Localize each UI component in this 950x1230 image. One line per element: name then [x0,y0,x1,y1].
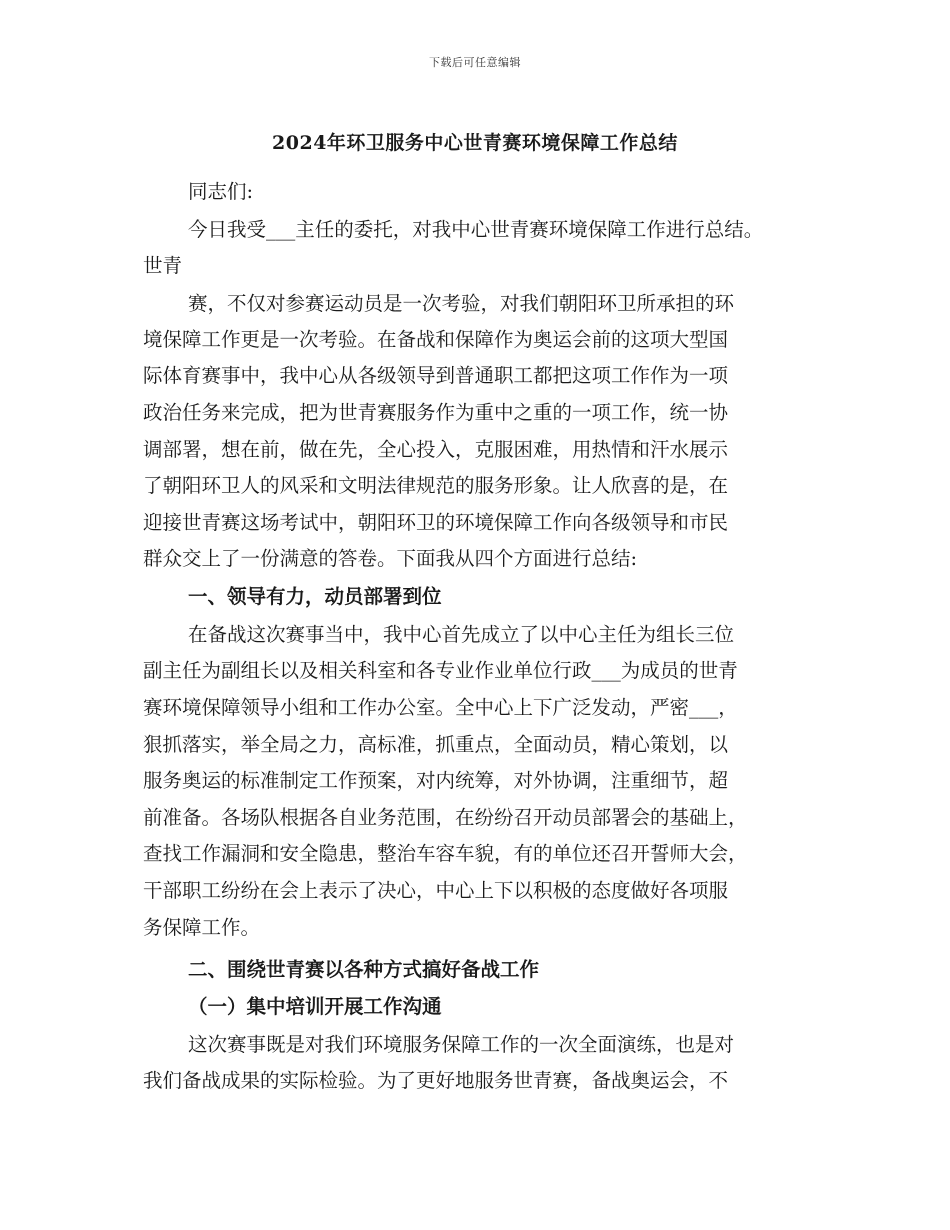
section-heading: 一、领导有力，动员部署到位 [188,585,442,608]
subsection-heading: （一）集中培训开展工作沟通 [188,995,442,1018]
paragraph-line: 服务奥运的标准制定工作预案，对内统筹，对外协调，注重细节，超 [143,769,729,792]
paragraph-line: 务保障工作。 [143,916,261,939]
paragraph-line: 赛，不仅对参赛运动员是一次考验，对我们朝阳环卫所承担的环 [188,292,735,315]
paragraph-line: 际体育赛事中，我中心从各级领导到普通职工都把这项工作作为一项 [143,364,729,387]
paragraph-line: 政治任务来完成，把为世青赛服务作为重中之重的一项工作，统一协 [143,401,729,424]
paragraph-line: 了朝阳环卫人的风采和文明法律规范的服务形象。让人欣喜的是，在 [143,474,729,497]
paragraph-line: 世青 [143,254,183,277]
paragraph-line: 我们备战成果的实际检验。为了更好地服务世青赛，备战奥运会，不 [143,1069,729,1092]
paragraph-line: 今日我受___主任的委托，对我中心世青赛环境保障工作进行总结。 [188,218,764,241]
paragraph-line: 在备战这次赛事当中，我中心首先成立了以中心主任为组长三位 [188,623,735,646]
paragraph-line: 干部职工纷纷在会上表示了决心，中心上下以积极的态度做好各项服 [143,879,729,902]
paragraph-line: 迎接世青赛这场考试中，朝阳环卫的环境保障工作向各级领导和市民 [143,511,729,534]
paragraph-line: 查找工作漏洞和安全隐患，整治车容车貌，有的单位还召开誓师大会， [143,842,748,865]
paragraph-line: 副主任为副组长以及相关科室和各专业作业单位行政___为成员的世青 [143,659,738,682]
salutation: 同志们: [188,180,254,203]
document-title: 2024年环卫服务中心世青赛环境保障工作总结 [272,132,678,154]
header-note: 下载后可任意编辑 [429,56,521,69]
paragraph-line: 狠抓落实，举全局之力，高标准，抓重点，全面动员，精心策划，以 [143,733,729,756]
paragraph-line: 这次赛事既是对我们环境服务保障工作的一次全面演练，也是对 [188,1033,735,1056]
paragraph-line: 境保障工作更是一次考验。在备战和保障作为奥运会前的这项大型国 [143,328,729,351]
paragraph-line: 前准备。各场队根据各自业务范围，在纷纷召开动员部署会的基础上， [143,806,748,829]
paragraph-line: 赛环境保障领导小组和工作办公室。全中心上下广泛发动，严密___， [143,696,738,719]
section-heading: 二、围绕世青赛以各种方式搞好备战工作 [188,958,540,981]
paragraph-line: 群众交上了一份满意的答卷。下面我从四个方面进行总结: [143,547,638,570]
paragraph-line: 调部署，想在前，做在先，全心投入，克服困难，用热情和汗水展示 [143,438,729,461]
